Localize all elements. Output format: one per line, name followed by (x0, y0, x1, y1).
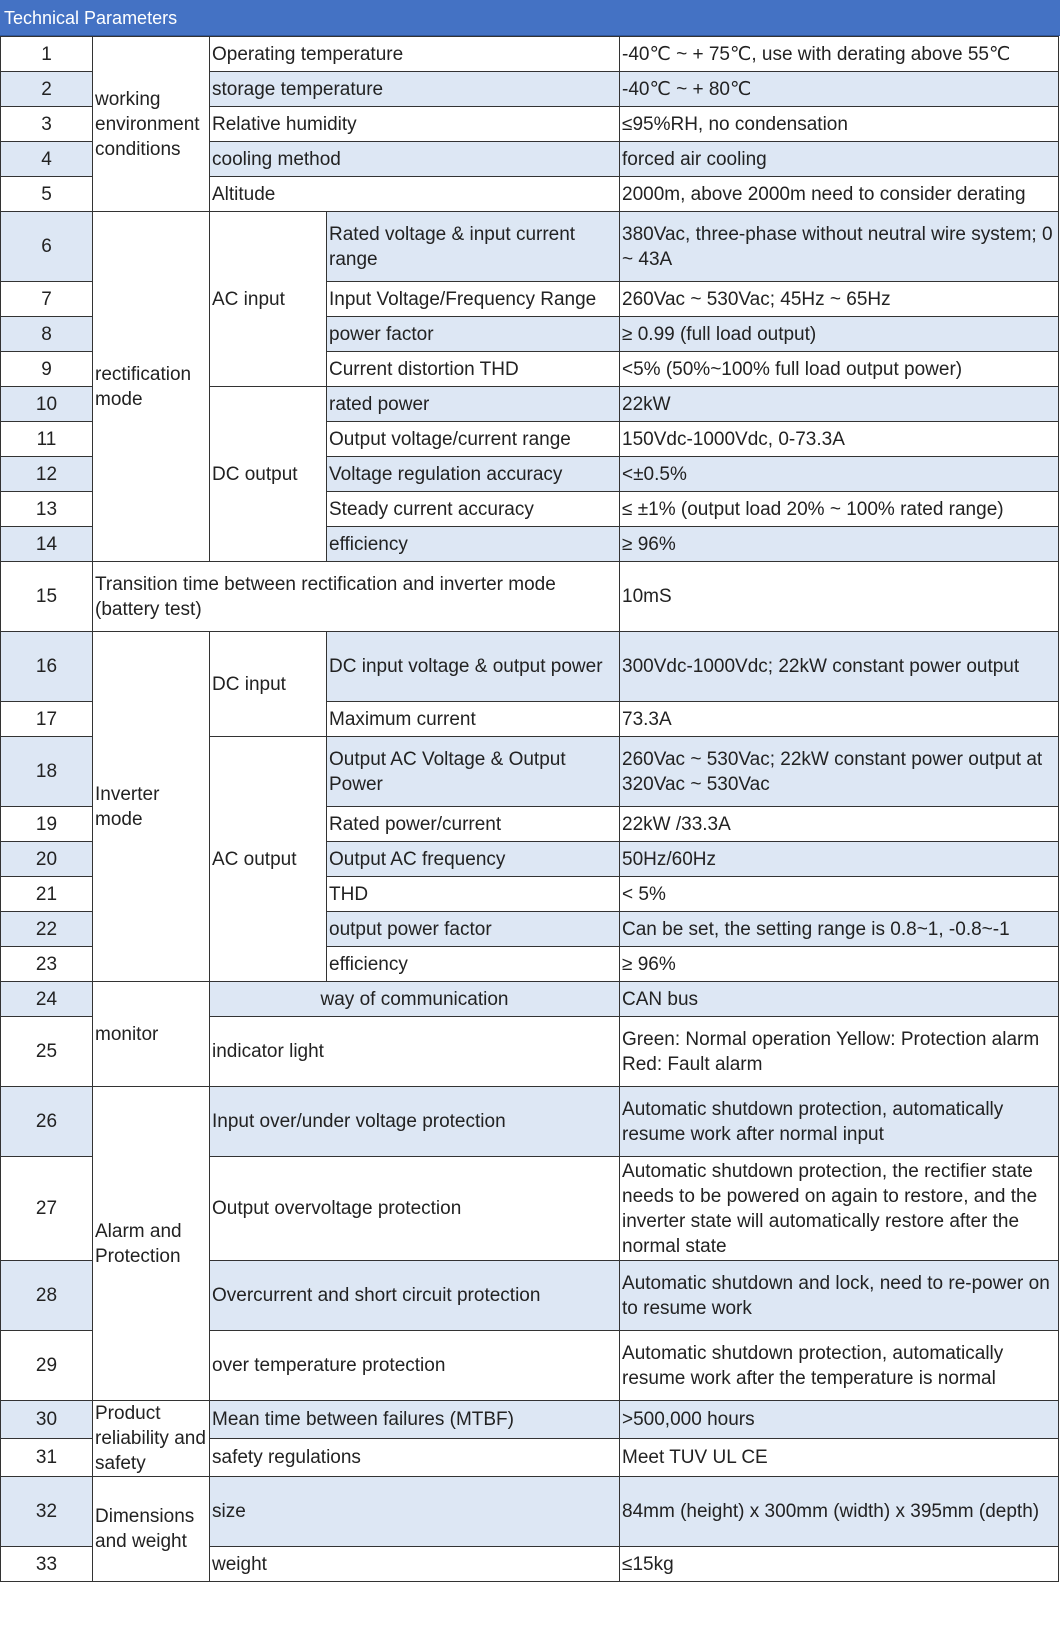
param-value: Automatic shutdown protection, automatically resume work after the temperature is normal (620, 1331, 1059, 1401)
param-label: efficiency (327, 527, 620, 562)
param-value: CAN bus (620, 982, 1059, 1017)
param-label: Rated power/current (327, 807, 620, 842)
param-value: 84mm (height) x 300mm (width) x 395mm (depth) (620, 1477, 1059, 1547)
param-label: DC input voltage & output power (327, 632, 620, 702)
group-label: rectification mode (93, 212, 210, 562)
param-value: Green: Normal operation Yellow: Protection alarm Red: Fault alarm (620, 1017, 1059, 1087)
param-label: Operating temperature (210, 37, 620, 72)
param-value: <5% (50%~100% full load output power) (620, 352, 1059, 387)
row-number: 7 (1, 282, 93, 317)
param-value: 50Hz/60Hz (620, 842, 1059, 877)
param-label: Steady current accuracy (327, 492, 620, 527)
param-label: Mean time between failures (MTBF) (210, 1401, 620, 1439)
subgroup-label: DC output (210, 387, 327, 562)
row-number: 13 (1, 492, 93, 527)
group-label: monitor (93, 982, 210, 1087)
row-number: 28 (1, 1261, 93, 1331)
row-number: 27 (1, 1157, 93, 1261)
param-label: Input Voltage/Frequency Range (327, 282, 620, 317)
param-label: Maximum current (327, 702, 620, 737)
row-number: 29 (1, 1331, 93, 1401)
row-number: 32 (1, 1477, 93, 1547)
param-value: 10mS (620, 562, 1059, 632)
row-number: 31 (1, 1439, 93, 1477)
row-number: 30 (1, 1401, 93, 1439)
row-number: 17 (1, 702, 93, 737)
param-value: <±0.5% (620, 457, 1059, 492)
param-value: ≤ ±1% (output load 20% ~ 100% rated range) (620, 492, 1059, 527)
group-label: Transition time between rectification and inverter mode (battery test) (93, 562, 620, 632)
param-value: -40℃ ~ + 80℃ (620, 72, 1059, 107)
param-value: 2000m, above 2000m need to consider derating (620, 177, 1059, 212)
row-number: 20 (1, 842, 93, 877)
param-label: cooling method (210, 142, 620, 177)
row-number: 24 (1, 982, 93, 1017)
param-label: Voltage regulation accuracy (327, 457, 620, 492)
param-value: ≥ 0.99 (full load output) (620, 317, 1059, 352)
row-number: 5 (1, 177, 93, 212)
param-value: 380Vac, three-phase without neutral wire system; 0 ~ 43A (620, 212, 1059, 282)
param-label: size (210, 1477, 620, 1547)
param-value: ≥ 96% (620, 947, 1059, 982)
row-number: 6 (1, 212, 93, 282)
param-label: power factor (327, 317, 620, 352)
param-label: Output overvoltage protection (210, 1157, 620, 1261)
row-number: 1 (1, 37, 93, 72)
row-number: 33 (1, 1547, 93, 1582)
param-value: Automatic shutdown and lock, need to re-power on to resume work (620, 1261, 1059, 1331)
row-number: 15 (1, 562, 93, 632)
row-number: 12 (1, 457, 93, 492)
row-number: 22 (1, 912, 93, 947)
param-label: safety regulations (210, 1439, 620, 1477)
group-label: Product reliability and safety (93, 1401, 210, 1477)
group-label: Alarm and Protection (93, 1087, 210, 1401)
param-label: Rated voltage & input current range (327, 212, 620, 282)
param-label: storage temperature (210, 72, 620, 107)
param-label: over temperature protection (210, 1331, 620, 1401)
param-value: ≤95%RH, no condensation (620, 107, 1059, 142)
param-label: indicator light (210, 1017, 620, 1087)
param-value: 260Vac ~ 530Vac; 22kW constant power output at 320Vac ~ 530Vac (620, 737, 1059, 807)
row-number: 26 (1, 1087, 93, 1157)
group-label: Dimensions and weight (93, 1477, 210, 1582)
param-label: efficiency (327, 947, 620, 982)
param-value: 22kW (620, 387, 1059, 422)
param-label: Output voltage/current range (327, 422, 620, 457)
technical-parameters-table (0, 36, 1059, 1582)
param-value: 260Vac ~ 530Vac; 45Hz ~ 65Hz (620, 282, 1059, 317)
row-number: 10 (1, 387, 93, 422)
param-value: Automatic shutdown protection, automatically resume work after normal input (620, 1087, 1059, 1157)
param-label: Overcurrent and short circuit protection (210, 1261, 620, 1331)
table-title: Technical Parameters (0, 0, 1060, 36)
param-value: forced air cooling (620, 142, 1059, 177)
param-label: Output AC Voltage & Output Power (327, 737, 620, 807)
row-number: 21 (1, 877, 93, 912)
row-number: 11 (1, 422, 93, 457)
row-number: 4 (1, 142, 93, 177)
param-value: 150Vdc-1000Vdc, 0-73.3A (620, 422, 1059, 457)
row-number: 18 (1, 737, 93, 807)
row-number: 3 (1, 107, 93, 142)
param-value: Meet TUV UL CE (620, 1439, 1059, 1477)
param-value: Automatic shutdown protection, the rectifier state needs to be powered on again to restore, and the inverter state will automatically restore after the normal state (620, 1157, 1059, 1261)
subgroup-label: AC input (210, 212, 327, 387)
param-value: < 5% (620, 877, 1059, 912)
param-value: -40℃ ~ + 75℃, use with derating above 55℃ (620, 37, 1059, 72)
subgroup-label: DC input (210, 632, 327, 737)
param-value: ≤15kg (620, 1547, 1059, 1582)
param-label: Input over/under voltage protection (210, 1087, 620, 1157)
row-number: 14 (1, 527, 93, 562)
param-value: ≥ 96% (620, 527, 1059, 562)
row-number: 23 (1, 947, 93, 982)
param-label: Current distortion THD (327, 352, 620, 387)
param-label: weight (210, 1547, 620, 1582)
param-label: way of communication (210, 982, 620, 1017)
param-value: >500,000 hours (620, 1401, 1059, 1439)
row-number: 9 (1, 352, 93, 387)
param-label: Output AC frequency (327, 842, 620, 877)
param-value: 300Vdc-1000Vdc; 22kW constant power output (620, 632, 1059, 702)
group-label: Inverter mode (93, 632, 210, 982)
row-number: 19 (1, 807, 93, 842)
subgroup-label: AC output (210, 737, 327, 982)
param-value: Can be set, the setting range is 0.8~1, -0.8~-1 (620, 912, 1059, 947)
param-label: Relative humidity (210, 107, 620, 142)
param-value: 73.3A (620, 702, 1059, 737)
param-value: 22kW /33.3A (620, 807, 1059, 842)
row-number: 25 (1, 1017, 93, 1087)
group-label: working environment conditions (93, 37, 210, 212)
param-label: output power factor (327, 912, 620, 947)
param-label: rated power (327, 387, 620, 422)
param-label: THD (327, 877, 620, 912)
param-label: Altitude (210, 177, 620, 212)
row-number: 2 (1, 72, 93, 107)
row-number: 8 (1, 317, 93, 352)
row-number: 16 (1, 632, 93, 702)
